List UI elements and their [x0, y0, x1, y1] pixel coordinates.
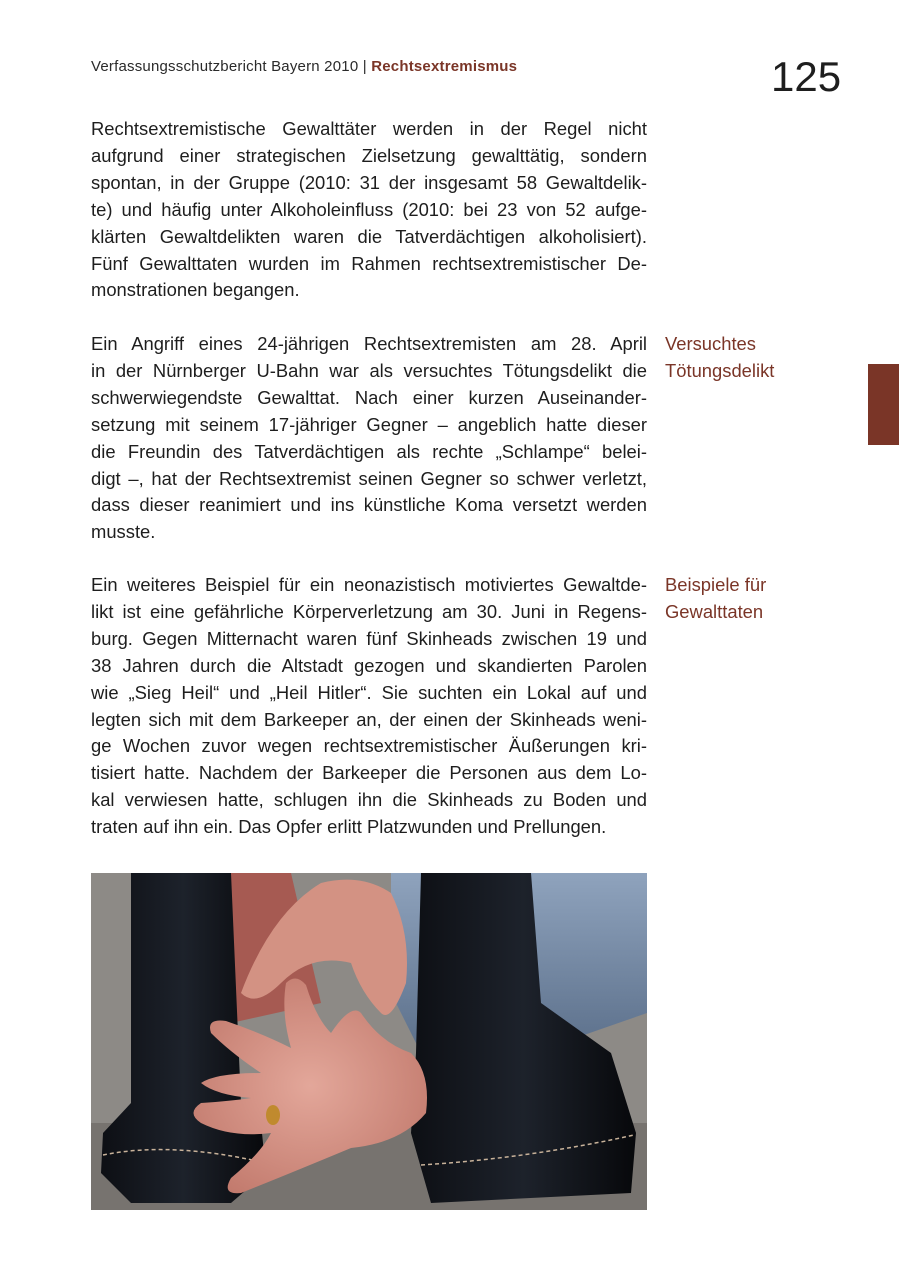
margin-note-line: Beispiele für	[665, 574, 767, 595]
margin-note-line: Tötungsdelikt	[665, 359, 775, 381]
text-line: Fünf Gewalttaten wurden im Rahmen rechtsextremistischer De-	[91, 252, 647, 274]
text-line: likt ist eine gefährliche Körperverletzung am 30. Juni in Regens-	[91, 600, 647, 622]
text-line: spontan, in der Gruppe (2010: 31 der insgesamt 58 Gewaltdelik-	[91, 171, 647, 193]
text-line: die Freundin des Tatverdächtigen als rechte „Schlampe“ belei-	[91, 440, 647, 462]
photo-boots-hand	[91, 873, 647, 1210]
running-head	[91, 58, 517, 75]
section-title: Rechtsextremismus	[371, 58, 518, 75]
text-line: 38 Jahren durch die Altstadt gezogen und skandierten Parolen	[91, 654, 647, 676]
text-line: te) und häufig unter Alkoholeinfluss (2010: bei 23 von 52 aufge-	[91, 198, 647, 220]
text-line: musste.	[91, 521, 156, 543]
paragraph-1	[91, 116, 647, 304]
header-separator: |	[362, 58, 367, 75]
chapter-thumb-tab	[868, 364, 899, 445]
margin-note-violence-examples	[665, 572, 766, 626]
text-line: digt –, hat der Rechtsextremist seinen Gegner so schwer verletzt,	[91, 467, 647, 489]
text-line: burg. Gegen Mitternacht waren fünf Skinheads zwischen 19 und	[91, 627, 647, 649]
page-number: 125	[771, 53, 842, 100]
text-line: wie „Sieg Heil“ und „Heil Hitler“. Sie suchten ein Lokal auf und	[91, 681, 647, 703]
illustration-photo	[91, 873, 647, 1210]
text-line: legten sich mit dem Barkeeper an, der einen der Skinheads weni-	[91, 708, 647, 730]
text-line: setzung mit seinem 17-jähriger Gegner – angeblich hatte dieser	[91, 413, 647, 435]
paragraph-2	[91, 331, 647, 546]
text-line: klärten Gewaltdelikten waren die Tatverdächtigen alkoholisiert).	[91, 225, 647, 247]
text-line: monstrationen begangen.	[91, 279, 300, 301]
text-line: Rechtsextremistische Gewalttäter werden in der Regel nicht	[91, 118, 647, 139]
margin-note-line: Gewalttaten	[665, 600, 764, 622]
text-line: tisiert hatte. Nachdem der Barkeeper die Personen aus dem Lo-	[91, 762, 647, 784]
text-line: in der Nürnberger U-Bahn war als versuchtes Tötungsdelikt die	[91, 359, 647, 381]
margin-note-attempted-homicide	[665, 331, 774, 385]
text-line: Ein Angriff eines 24-jährigen Rechtsextremisten am 28. April	[91, 333, 647, 354]
text-line: dass dieser reanimiert und ins künstliche Koma versetzt werden	[91, 494, 647, 516]
text-line: ge Wochen zuvor wegen rechtsextremistischer Äußerungen kri-	[91, 735, 647, 757]
text-line: kal verwiesen hatte, schlugen ihn die Skinheads zu Boden und	[91, 789, 647, 811]
text-line: Ein weiteres Beispiel für ein neonazistisch motiviertes Gewaltde-	[91, 574, 647, 595]
margin-note-line: Versuchtes	[665, 333, 756, 354]
text-line: traten auf ihn ein. Das Opfer erlitt Platzwunden und Prellungen.	[91, 816, 607, 838]
publication-title: Verfassungsschutzbericht Bayern 2010	[91, 58, 359, 75]
paragraph-3	[91, 572, 647, 841]
text-line: aufgrund einer strategischen Zielsetzung gewalttätig, sondern	[91, 144, 647, 166]
text-line: schwerwiegendste Gewalttat. Nach einer kurzen Auseinander-	[91, 386, 647, 408]
